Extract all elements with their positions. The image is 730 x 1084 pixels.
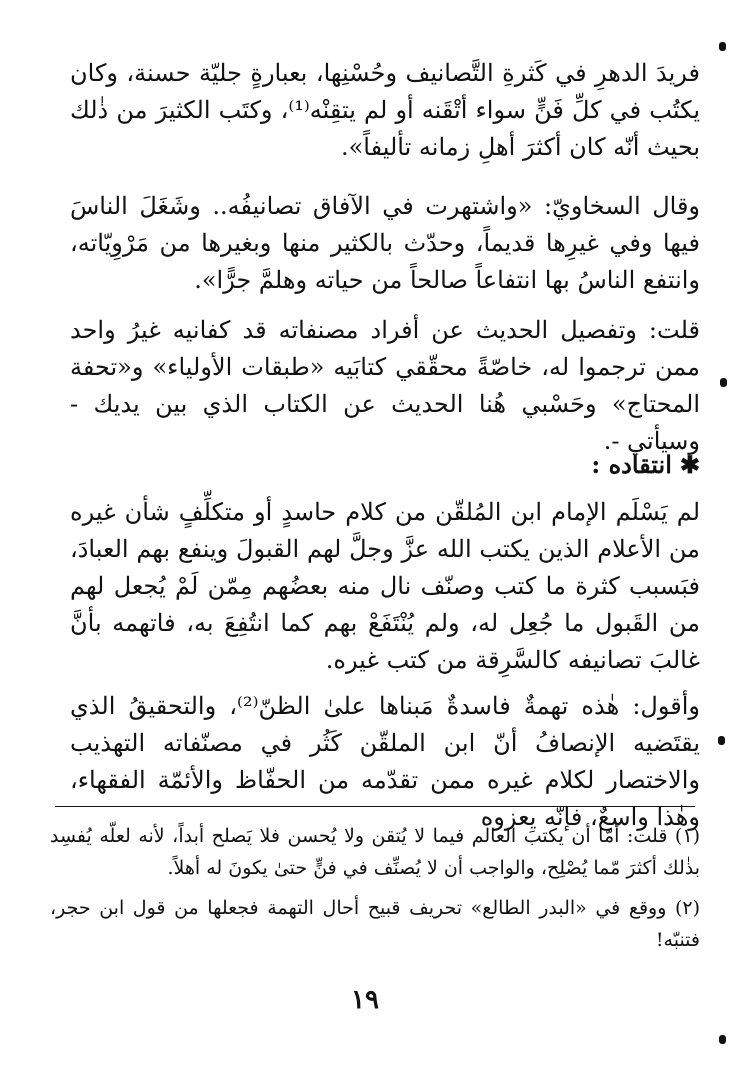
paragraph-1: فريدَ الدهرِ في كَثرةِ التَّصانيف وحُسْنِها، بعبارةٍ جليّة حسنة، وكان يكتُب في كلِّ فَنٍّ سواء أتْقَنه أو لم يتقِنْه⁽¹⁾، وكتَب الكثيرَ من ذٰلك بحيث أنّه كان أكثرَ أهلِ زمانه تأليفاً». bbox=[70, 59, 700, 161]
margin-mark-middle bbox=[720, 378, 727, 387]
margin-mark-top bbox=[719, 42, 726, 51]
footnote-1: (١) قلت: أمّا أن يكتبَ العالم فيما لا يُتقن ولا يُحسن فلا يَصلح أبداً، لأنه لعلّه يُفسِد بذٰلك أكثرَ مّما يُصْلِح، والواجب أن لا يُصنِّف في فنٍّ حتىٰ يكونَ له أهلاً. bbox=[50, 825, 700, 879]
margin-mark-lower bbox=[718, 736, 725, 745]
margin-mark-bottom bbox=[719, 1035, 726, 1044]
paragraph-2: وقال السخاويّ: «واشتهرت في الآفاق تصانيفُه.. وشَغَلَ الناسَ فيها وفي غيرِها قديماً، وحدّث بالكثير منها وبغيرها من مَرْوِيّاته، وانتفع الناسُ بها انتفاعاً صالحاً من حياته وهلمَّ جرًّا». bbox=[70, 192, 700, 294]
paragraph-3: قلت: وتفصيل الحديث عن أفراد مصنفاته قد كفانيه غيرُ واحد ممن ترجموا له، خاصّةً محقّقي كتابَيه «طبقات الأولياء» و«تحفة المحتاج» وحَسْبي هُنا الحديث عن الكتاب الذي بين يديك - وسيأتي -. bbox=[70, 316, 700, 455]
paragraph-4: لم يَسْلَم الإمام ابن المُلقّن من كلام حاسدٍ أو متكلِّفٍ شأن غيره من الأعلام الذين يكتب الله عزَّ وجلَّ لهم القبولَ وينفع بهم العبادَ، فبَسبب كثرة ما كتب وصنّف نال منه بعضُهم مِمّن لَمْ يُجعل لهم من القَبول ما جُعِل له، ولم يُنْتَفَعْ بهم كما انتُفِعَ به، فاتهمه بأنَّ غالبَ تصانيفه كالسَّرِقة من كتب غيره. bbox=[70, 498, 701, 674]
paragraph-5: وأقول: هٰذه تهمةٌ فاسدةٌ مَبناها علىٰ الظنّ⁽²⁾، والتحقيقُ الذي يقتَضيه الإنصافُ أنّ ابن الملقّن كَثُر في مصنّفاته التهذيب والاختصار لكلام غيره ممن تقدّمه من الحفّاظ والأئمّة الفقهاء، وهٰذا واسعٌ، فإنّه يعزوه bbox=[70, 692, 700, 831]
asterisk-icon: ✱ bbox=[679, 450, 700, 479]
section-heading bbox=[70, 446, 700, 483]
section-heading-label: انتقاده : bbox=[591, 450, 672, 479]
page-number: ١٩ bbox=[351, 985, 379, 1015]
footnote-divider bbox=[55, 806, 695, 807]
footnote-2: (٢) ووقع في «البدر الطالع» تحريف قبيح أحال التهمة فجعلها من قول ابن حجر، فتنبّه! bbox=[50, 897, 700, 951]
